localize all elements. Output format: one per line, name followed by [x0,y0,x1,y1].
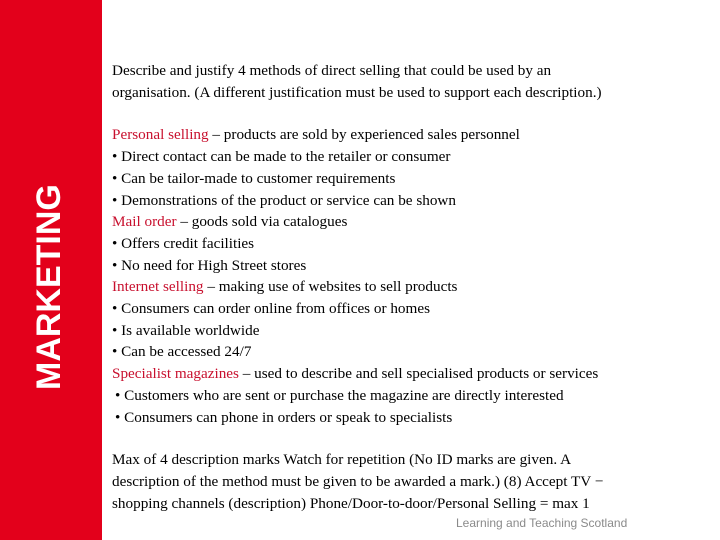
method-name: Internet selling [112,278,204,296]
sidebar-title: MARKETING [30,184,68,390]
sidebar-banner [0,0,102,540]
method-heading [112,211,712,233]
method-point: • Can be accessed 24/7 [112,343,252,361]
question-line: Describe and justify 4 methods of direct selling that could be used by an [112,62,552,79]
method-heading [112,124,712,146]
method-point: • Consumers can phone in orders or speak to specialists [115,408,453,426]
slide-content [112,60,712,514]
method-point: • Offers credit facilities [112,234,255,252]
method-description: – used to describe and sell specialised products or services [238,365,599,383]
method-point: • Is available worldwide [112,321,260,339]
question-text [112,60,712,103]
method-point: • No need for High Street stores [112,256,307,274]
method-heading [112,363,712,385]
footer-credit: Learning and Teaching Scotland [456,516,628,530]
method-description: – goods sold via catalogues [176,213,348,231]
note-line: shopping channels (description) Phone/Door-to-door/Personal Selling = max 1 [112,494,590,512]
method-point: • Direct contact can be made to the retailer or consumer [112,148,451,166]
method-description: – making use of websites to sell products [203,278,458,296]
marking-note [112,449,712,514]
method-description: – products are sold by experienced sales personnel [208,126,520,144]
method-name: Mail order [112,213,177,231]
method-name: Specialist magazines [112,365,239,383]
method-point: • Customers who are sent or purchase the magazine are directly interested [115,386,564,404]
method-point: • Can be tailor-made to customer requirements [112,169,396,187]
note-line: Max of 4 description marks Watch for repetition (No ID marks are given. A [112,451,572,469]
method-point: • Demonstrations of the product or service can be shown [112,191,456,209]
method-name: Personal selling [112,126,209,144]
note-line: description of the method must be given to be awarded a mark.) (8) Accept TV − [112,472,604,490]
answer-list [112,124,712,428]
method-point: • Consumers can order online from offices or homes [112,300,430,318]
method-heading [112,276,712,298]
question-line: organisation. (A different justification must be used to support each description.) [112,83,602,101]
